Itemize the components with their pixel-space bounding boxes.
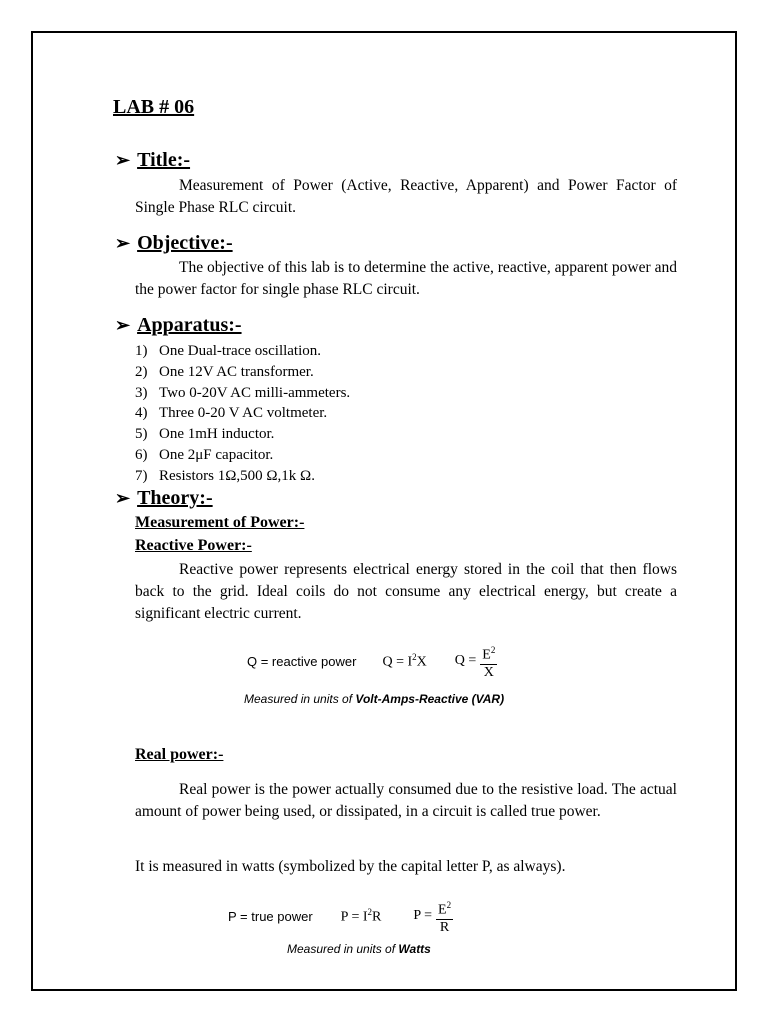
list-item: 2) One 12V AC transformer. (135, 363, 314, 380)
list-item: 6) One 2μF capacitor. (135, 446, 274, 463)
measurement-of-power-heading: Measurement of Power:- (135, 514, 305, 531)
real-fraction: $\frac{E^2}{R}$ (436, 897, 453, 936)
theory-section-label: Theory:- (137, 487, 213, 509)
objective-section-heading (115, 232, 233, 255)
apparatus-list (135, 341, 350, 487)
list-item: 3) Two 0-20V AC milli-ammeters. (135, 384, 351, 401)
reactive-definition: Q = reactive power (247, 653, 357, 669)
reactive-units-caption: Measured in units of Volt-Amps-Reactive (VAR) (244, 692, 505, 706)
reactive-power-text: Reactive power represents electrical energy stored in the coil that then flows back to the grid. Ideal coils do not consume any electrical energy, but create a significant electric current. (135, 561, 677, 622)
apparatus-section-label: Apparatus:- (137, 314, 242, 336)
list-item: 1) One Dual-trace oscillation. (135, 343, 322, 359)
real-power-text: Real power is the power actually consumed due to the resistive load. The actual amount of power being used, or dissipated, in a circuit is called true power. (135, 781, 677, 820)
real-units-caption: Measured in units of Watts (287, 942, 431, 956)
objective-text: The objective of this lab is to determine the active, reactive, apparent power and the power factor for single phase RLC circuit. (135, 259, 677, 298)
reactive-power-formula (247, 642, 497, 681)
real-power-heading: Real power:- (135, 746, 224, 763)
reactive-equation-ex-lhs: Q = (454, 653, 477, 669)
real-definition: P = true power (228, 908, 313, 924)
real-power-formula (228, 897, 453, 936)
lab-heading: LAB # 06 (113, 96, 195, 118)
reactive-equation-ix: $Q = I^2X$ (382, 652, 427, 670)
real-equation-er-lhs: P = (413, 908, 433, 924)
objective-section-label: Objective:- (137, 232, 233, 254)
reactive-power-heading: Reactive Power:- (135, 537, 252, 554)
list-item: 4) Three 0-20 V AC voltmeter. (135, 405, 328, 422)
list-item: 5) One 1mH inductor. (135, 426, 275, 443)
title-text: Measurement of Power (Active, Reactive, Apparent) and Power Factor of Single Phase RLC circuit. (135, 177, 677, 216)
theory-section-heading (115, 487, 213, 510)
list-item: 7) Resistors 1Ω,500 Ω,1k Ω. (135, 467, 315, 484)
reactive-fraction: $\frac{E^2}{X}$ (480, 642, 497, 681)
real-equation-ir: $P = I^2R$ (340, 907, 382, 925)
arrow-bullet-icon: ➢ (115, 488, 131, 508)
title-section-heading (115, 149, 190, 172)
arrow-bullet-icon: ➢ (115, 315, 131, 335)
apparatus-section-heading (115, 314, 242, 337)
title-section-label: Title:- (137, 149, 191, 171)
arrow-bullet-icon: ➢ (115, 150, 131, 170)
real-power-watts-text: It is measured in watts (symbolized by the capital letter P, as always). (135, 858, 566, 875)
arrow-bullet-icon: ➢ (115, 233, 131, 253)
